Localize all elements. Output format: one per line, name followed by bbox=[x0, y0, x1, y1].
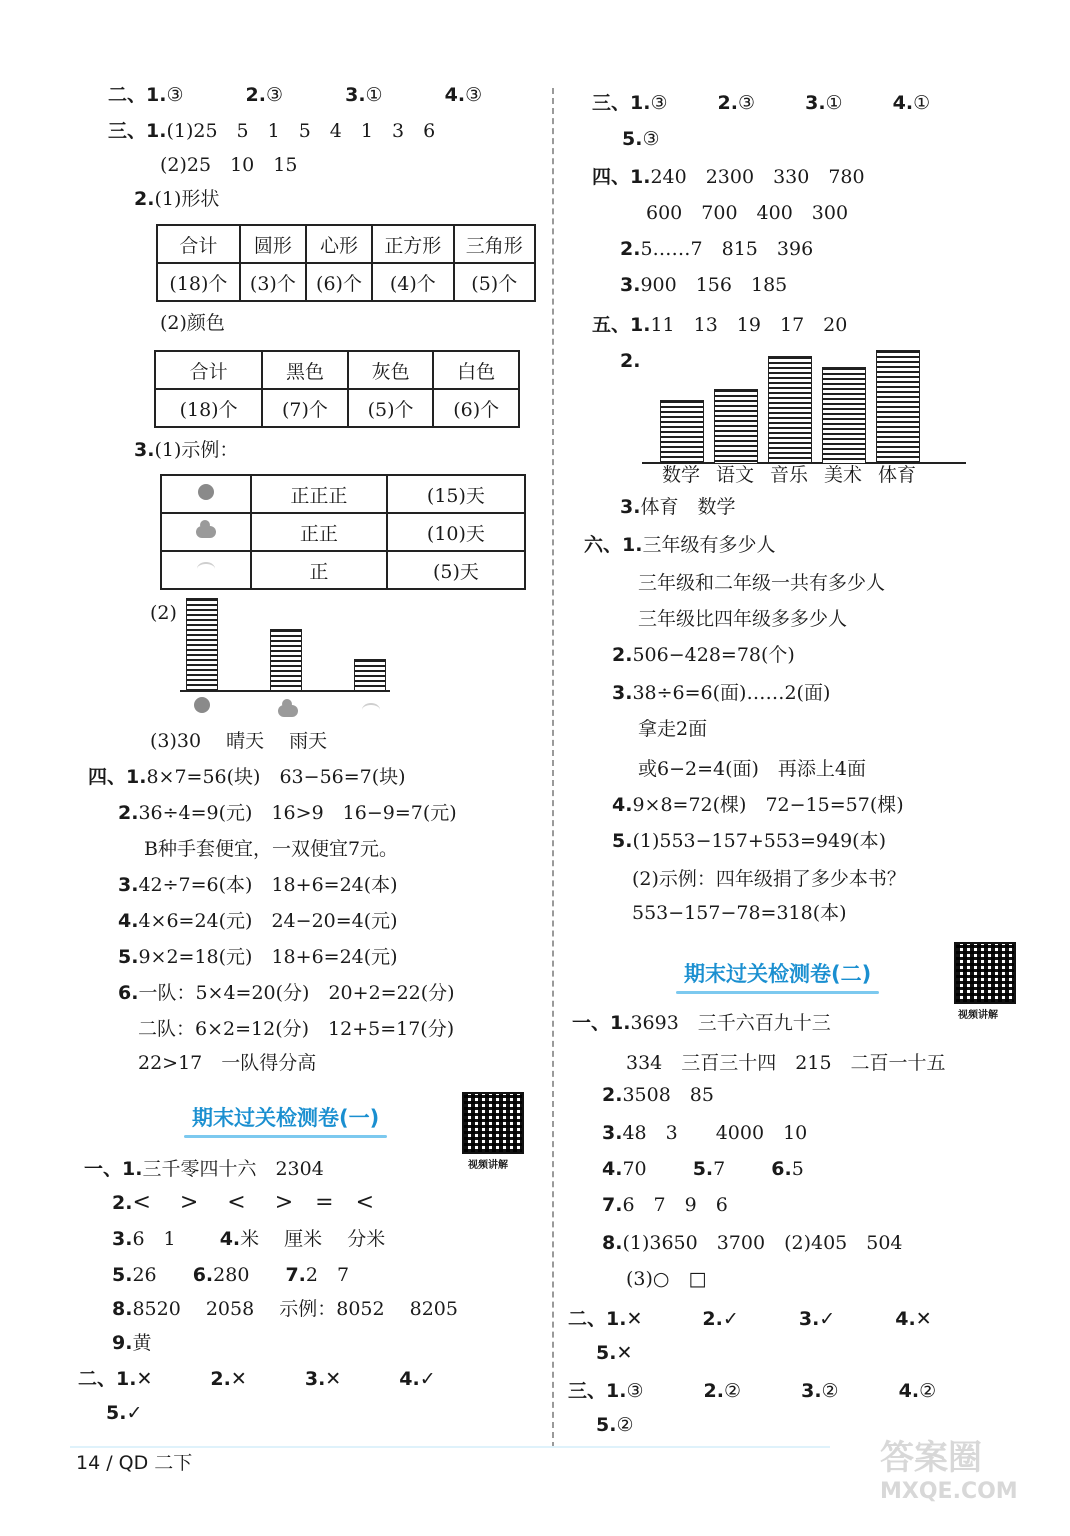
chart-category-label: 体育 bbox=[877, 464, 916, 486]
answer-line: 600 700 400 300 bbox=[646, 202, 849, 224]
chart-bar bbox=[660, 400, 704, 464]
answer-line: 4.9×8=72(棵) 72−15=57(棵) bbox=[612, 794, 904, 816]
answer-line: (2)25 10 15 bbox=[160, 154, 298, 176]
page-footer: 14 / QD 二下 bbox=[76, 1452, 193, 1474]
qr-caption: 视频讲解 bbox=[958, 1010, 998, 1021]
qr-caption: 视频讲解 bbox=[468, 1160, 508, 1171]
answer-line: 四、1.8×7=56(块) 63−56=7(块) bbox=[88, 766, 406, 788]
answer-line: 2.(1)形状 bbox=[134, 188, 220, 210]
answer-line: B种手套便宜，一双便宜7元。 bbox=[144, 838, 399, 860]
watermark: 答案圈 MXQE.COM bbox=[880, 1438, 1018, 1504]
answer-line: 二、1.✕ 2.✕ 3.✕ 4.✓ bbox=[78, 1368, 436, 1390]
right-column bbox=[560, 0, 1070, 1536]
answer-line: 9.黄 bbox=[112, 1332, 152, 1354]
table-header-cell: 圆形 bbox=[240, 225, 306, 263]
answer-line: 3.6 1 4.米 厘米 分米 bbox=[112, 1228, 386, 1250]
sun-icon bbox=[198, 484, 214, 500]
table-row bbox=[155, 389, 519, 427]
rain-icon bbox=[197, 562, 215, 576]
color-count-table bbox=[154, 350, 520, 428]
chart-category-labels bbox=[642, 460, 966, 488]
answer-line: 三、1.③ 2.③ 3.① 4.① bbox=[592, 92, 931, 114]
answer-line: 4.4×6=24(元) 24−20=4(元) bbox=[118, 910, 398, 932]
table-cell: (6)个 bbox=[433, 389, 519, 427]
answer-line: 2. bbox=[620, 350, 641, 372]
cloud-icon bbox=[278, 700, 298, 722]
answer-line: 3.体育 数学 bbox=[620, 496, 736, 518]
table-cell: (5)天 bbox=[387, 551, 525, 589]
table-cell: (18)个 bbox=[157, 263, 240, 301]
weather-tally-chart bbox=[180, 596, 390, 692]
answer-line: 二、1.③ 2.③ 3.① 4.③ bbox=[108, 84, 483, 106]
table-row bbox=[161, 513, 525, 551]
chart-category-label: 数学 bbox=[661, 464, 700, 486]
answer-line: 六、1.三年级有多少人 bbox=[584, 534, 776, 556]
answer-line: 5.③ bbox=[622, 128, 660, 150]
answer-line: 334 三百三十四 215 二百一十五 bbox=[626, 1052, 946, 1074]
answer-line: 三年级比四年级多多少人 bbox=[638, 608, 848, 630]
answer-line: 8.8520 2058 示例：8052 8205 bbox=[112, 1298, 458, 1320]
table-header-cell: 黑色 bbox=[262, 351, 348, 389]
chart-bar bbox=[186, 598, 218, 692]
answer-line: (2)示例：四年级捐了多少本书？ bbox=[632, 868, 906, 890]
answer-line: 2.5……7 815 396 bbox=[620, 238, 814, 260]
table-row bbox=[155, 351, 519, 389]
rain-icon bbox=[362, 700, 380, 722]
table-cell: 正正正 bbox=[251, 475, 387, 513]
table-cell: (7)个 bbox=[262, 389, 348, 427]
table-cell: (18)个 bbox=[155, 389, 262, 427]
table-header-cell: 合计 bbox=[157, 225, 240, 263]
answer-line: 5.(1)553−157+553=949(本) bbox=[612, 830, 887, 852]
table-header-cell: 白色 bbox=[433, 351, 519, 389]
table-header-cell: 三角形 bbox=[454, 225, 535, 263]
section-title: 期末过关检测卷(二) bbox=[684, 958, 871, 988]
answer-line: 拿走2面 bbox=[638, 718, 708, 740]
answer-line: (3)○ □ bbox=[626, 1268, 707, 1290]
answer-line: 5.✓ bbox=[106, 1402, 143, 1424]
table-cell: (5)个 bbox=[454, 263, 535, 301]
table-row bbox=[157, 225, 535, 263]
chart-category-label: 语文 bbox=[715, 464, 754, 486]
answer-line: 四、1.240 2300 330 780 bbox=[592, 166, 865, 188]
answer-line: 2.506−428=78(个) bbox=[612, 644, 795, 666]
answer-line: 三年级和二年级一共有多少人 bbox=[638, 572, 886, 594]
chart-category-label: 美术 bbox=[823, 464, 862, 486]
chart-bar bbox=[354, 659, 386, 692]
answer-line: (3)30 晴天 雨天 bbox=[150, 730, 328, 752]
watermark-text: MXQE.COM bbox=[880, 1479, 1018, 1504]
table-cell bbox=[161, 513, 251, 551]
chart-bar bbox=[768, 356, 812, 464]
answer-line: 3.48 3 4000 10 bbox=[602, 1122, 808, 1144]
cloud-icon bbox=[196, 526, 216, 538]
chart-category-label: 音乐 bbox=[769, 464, 808, 486]
table-row bbox=[157, 263, 535, 301]
chart-bar bbox=[714, 389, 758, 464]
answer-line: 三、1.③ 2.② 3.② 4.② bbox=[568, 1380, 937, 1402]
answer-line: 五、1.11 13 19 17 20 bbox=[592, 314, 848, 336]
table-header-cell: 正方形 bbox=[372, 225, 453, 263]
chart-bar bbox=[876, 350, 920, 464]
answer-line: 4.70 5.7 6.5 bbox=[602, 1158, 804, 1180]
answer-line: 2.3508 85 bbox=[602, 1084, 714, 1106]
subject-chart bbox=[642, 346, 966, 464]
qr-code-icon[interactable] bbox=[954, 942, 1016, 1004]
table-row bbox=[161, 475, 525, 513]
column-divider bbox=[552, 88, 554, 1448]
section-title: 期末过关检测卷(一) bbox=[192, 1102, 379, 1132]
answer-line: 二、1.✕ 2.✓ 3.✓ 4.✕ bbox=[568, 1308, 932, 1330]
table-header-cell: 灰色 bbox=[348, 351, 434, 389]
answer-line: 22>17 一队得分高 bbox=[138, 1052, 317, 1074]
answer-line: 三、1.(1)25 5 1 5 4 1 3 6 bbox=[108, 120, 436, 142]
answer-line: 二队：6×2=12(分) 12+5=17(分) bbox=[138, 1018, 455, 1040]
table-cell: (3)个 bbox=[240, 263, 306, 301]
chart-bar bbox=[822, 367, 866, 464]
table-cell: (15)天 bbox=[387, 475, 525, 513]
table-cell: 正 bbox=[251, 551, 387, 589]
answer-line: 3.42÷7=6(本) 18+6=24(本) bbox=[118, 874, 398, 896]
answer-line: 3.900 156 185 bbox=[620, 274, 788, 296]
sun-icon bbox=[194, 696, 210, 718]
answer-line: 3.38÷6=6(面)……2(面) bbox=[612, 682, 831, 704]
shape-count-table bbox=[156, 224, 536, 302]
answer-line: 7.6 7 9 6 bbox=[602, 1194, 728, 1216]
table-header-cell: 合计 bbox=[155, 351, 262, 389]
answer-line: 5.✕ bbox=[596, 1342, 633, 1364]
table-cell: (5)个 bbox=[348, 389, 434, 427]
answer-line: 5.26 6.280 7.2 7 bbox=[112, 1264, 350, 1286]
table-header-cell: 心形 bbox=[306, 225, 372, 263]
table-row bbox=[161, 551, 525, 589]
answer-line: (2) bbox=[150, 602, 177, 624]
answer-line: 5.② bbox=[596, 1414, 634, 1436]
answer-line: 5.9×2=18(元) 18+6=24(元) bbox=[118, 946, 398, 968]
table-cell: (4)个 bbox=[372, 263, 453, 301]
answer-line: 6.一队：5×4=20(分) 20+2=22(分) bbox=[118, 982, 455, 1004]
answer-line: 2.< > < > = < bbox=[112, 1190, 375, 1215]
answer-line: 3.(1)示例： bbox=[134, 439, 239, 461]
answer-line: 553−157−78=318(本) bbox=[632, 902, 847, 924]
answer-line: 或6−2=4(面) 再添上4面 bbox=[638, 758, 867, 780]
answer-line: 一、1.三千零四十六 2304 bbox=[84, 1158, 324, 1180]
table-cell: (10)天 bbox=[387, 513, 525, 551]
table-cell: (6)个 bbox=[306, 263, 372, 301]
weather-tally-table bbox=[160, 474, 526, 590]
table-cell: 正正 bbox=[251, 513, 387, 551]
table-cell bbox=[161, 551, 251, 589]
qr-code-icon[interactable] bbox=[462, 1092, 524, 1154]
answer-line: (2)颜色 bbox=[160, 312, 225, 334]
answer-line: 8.(1)3650 3700 (2)405 504 bbox=[602, 1232, 903, 1254]
answer-line: 一、1.3693 三千六百九十三 bbox=[572, 1012, 831, 1034]
table-cell bbox=[161, 475, 251, 513]
answer-line: 2.36÷4=9(元) 16>9 16−9=7(元) bbox=[118, 802, 457, 824]
chart-bar bbox=[270, 629, 302, 692]
